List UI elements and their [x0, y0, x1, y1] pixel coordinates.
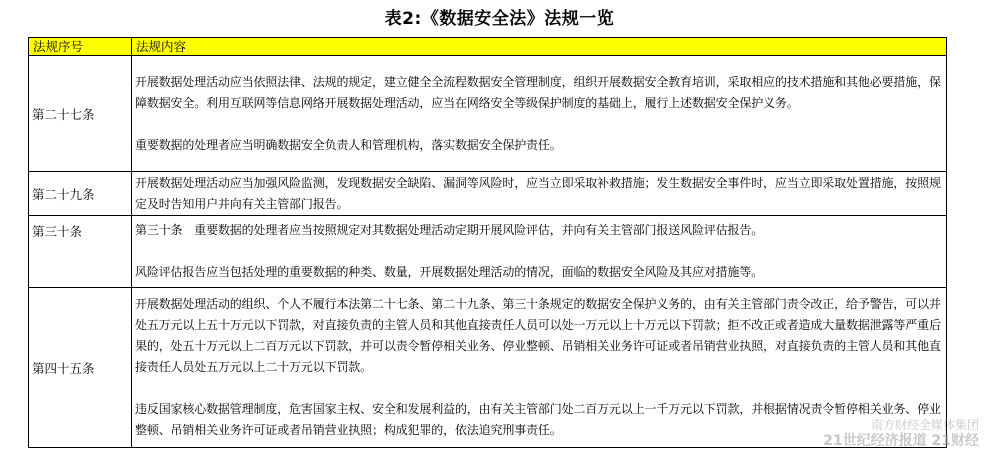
article-paragraph: 第三十条 重要数据的处理者应当按照规定对其数据处理活动定期开展风险评估，并向有关主管部门报送风险评估报告。: [135, 223, 764, 237]
article-content: [132, 216, 947, 288]
table-row: [29, 216, 947, 288]
article-paragraph: 开展数据处理活动应当加强风险监测，发现数据安全缺陷、漏洞等风险时，应当立即采取补救措施；发生数据安全事件时，应当立即采取处置措施，按照规定及时告知用户并向有关主管部门报告。: [135, 175, 941, 211]
paragraph-gap: [135, 114, 943, 135]
article-paragraph: 开展数据处理活动应当依照法律、法规的规定，建立健全全流程数据安全管理制度，组织开展数据安全教育培训，采取相应的技术措施和其他必要措施，保障数据安全。利用互联网等信息网络开展数据处理活动，应当在网络安全等级保护制度的基础上，履行上述数据安全保护义务。: [135, 74, 941, 110]
article-paragraph: 重要数据的处理者应当明确数据安全负责人和管理机构，落实数据安全保护责任。: [135, 137, 562, 152]
header-article-content: 法规内容: [132, 38, 947, 56]
header-article-number: 法规序号: [29, 38, 132, 56]
table-row: [29, 56, 947, 172]
table-title: 表2:《数据安全法》法规一览: [384, 9, 615, 29]
table-header-row: [29, 38, 947, 56]
article-paragraph: 风险评估报告应当包括处理的重要数据的种类、数量，开展数据处理活动的情况，面临的数据安全风险及其应对措施等。: [135, 265, 764, 279]
article-content: [132, 172, 947, 216]
article-number: 第二十七条: [29, 56, 132, 172]
paragraph-gap: [135, 241, 943, 262]
watermark-group-name: 南方财经全媒体集团: [870, 418, 979, 432]
table-row: [29, 288, 947, 448]
article-number: 第二十九条: [29, 172, 132, 216]
law-table: [28, 37, 947, 448]
article-paragraph: 开展数据处理活动的组织、个人不履行本法第二十七条、第二十九条、第三十条规定的数据安全保护义务的，由有关主管部门责令改正，给予警告，可以并处五万元以上五十万元以下罚款，对直接负责的主管人员和其他直接责任人员可以处一万元以上十万元以下罚款；拒不改正或者造成大量数据泄露等严重后果的，处五十万元以上二百万元以下罚款，并可以责令暂停相关业务、停业整顿、吊销相关业务许可证或者吊销营业执照，对直接负责的主管人员和其他直接责任人员处五万元以上二十万元以下罚款。: [135, 297, 941, 374]
article-number: 第三十条: [29, 216, 132, 288]
watermark-brand-name: 21世纪经济报道 21财经: [823, 433, 979, 449]
article-content: [132, 56, 947, 172]
article-content: [132, 288, 947, 448]
article-number: 第四十五条: [29, 288, 132, 448]
table-row: [29, 172, 947, 216]
article-paragraph: 违反国家核心数据管理制度，危害国家主权、安全和发展利益的，由有关主管部门处二百万元以上一千万元以下罚款，并根据情况责令暂停相关业务、停业整顿、吊销相关业务许可证或者吊销营业执照；构成犯罪的，依法追究刑事责任。: [135, 402, 941, 437]
paragraph-gap: [135, 378, 943, 399]
